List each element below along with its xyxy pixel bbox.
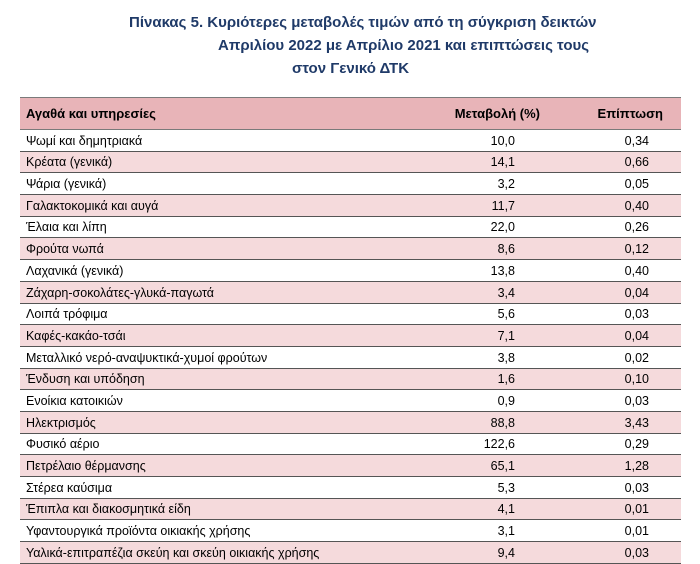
- row-name-cell: Στέρεα καύσιμα: [20, 477, 418, 499]
- row-impact-cell: 0,03: [550, 390, 681, 412]
- row-name-cell: Ψάρια (γενικά): [20, 173, 418, 195]
- row-change-cell: 14,1: [418, 151, 550, 173]
- row-name-cell: Γαλακτοκομικά και αυγά: [20, 195, 418, 217]
- table-row: [20, 542, 681, 564]
- row-impact-cell: 0,12: [550, 238, 681, 260]
- row-change-cell: 3,4: [418, 281, 550, 303]
- header-impact: Επίπτωση: [550, 98, 681, 130]
- row-impact-cell: 1,28: [550, 455, 681, 477]
- row-impact-cell: 0,01: [550, 498, 681, 520]
- price-changes-table: [20, 97, 681, 564]
- row-impact-cell: 0,66: [550, 151, 681, 173]
- row-change-cell: 3,2: [418, 173, 550, 195]
- table-row: [20, 260, 681, 282]
- row-name-cell: Υφαντουργικά προϊόντα οικιακής χρήσης: [20, 520, 418, 542]
- row-impact-cell: 0,04: [550, 281, 681, 303]
- row-impact-cell: 0,26: [550, 216, 681, 238]
- table-row: [20, 303, 681, 325]
- header-goods-services: Αγαθά και υπηρεσίες: [20, 98, 418, 130]
- row-impact-cell: 3,43: [550, 411, 681, 433]
- row-name-cell: Πετρέλαιο θέρμανσης: [20, 455, 418, 477]
- row-name-cell: Φυσικό αέριο: [20, 433, 418, 455]
- row-change-cell: 65,1: [418, 455, 550, 477]
- row-change-cell: 5,3: [418, 477, 550, 499]
- title-line-1: Πίνακας 5. Κυριότερες μεταβολές τιμών από τη σύγκριση δεικτών: [129, 14, 597, 31]
- row-name-cell: Υαλικά-επιτραπέζια σκεύη και σκεύη οικιακής χρήσης: [20, 542, 418, 564]
- table-row: [20, 498, 681, 520]
- row-change-cell: 4,1: [418, 498, 550, 520]
- row-impact-cell: 0,40: [550, 195, 681, 217]
- row-change-cell: 10,0: [418, 130, 550, 152]
- row-name-cell: Καφές-κακάο-τσάι: [20, 325, 418, 347]
- row-change-cell: 5,6: [418, 303, 550, 325]
- row-impact-cell: 0,05: [550, 173, 681, 195]
- table-row: [20, 477, 681, 499]
- table-row: [20, 433, 681, 455]
- row-name-cell: Ζάχαρη-σοκολάτες-γλυκά-παγωτά: [20, 281, 418, 303]
- row-change-cell: 8,6: [418, 238, 550, 260]
- row-name-cell: Ηλεκτρισμός: [20, 411, 418, 433]
- table-row: [20, 520, 681, 542]
- table-row: [20, 130, 681, 152]
- table-header-row: [20, 98, 681, 130]
- row-change-cell: 122,6: [418, 433, 550, 455]
- row-name-cell: Έπιπλα και διακοσμητικά είδη: [20, 498, 418, 520]
- table-row: [20, 173, 681, 195]
- row-impact-cell: 0,01: [550, 520, 681, 542]
- table-row: [20, 455, 681, 477]
- row-change-cell: 13,8: [418, 260, 550, 282]
- table-row: [20, 238, 681, 260]
- table-row: [20, 368, 681, 390]
- row-change-cell: 9,4: [418, 542, 550, 564]
- table-row: [20, 411, 681, 433]
- row-name-cell: Φρούτα νωπά: [20, 238, 418, 260]
- row-impact-cell: 0,04: [550, 325, 681, 347]
- header-change: Μεταβολή (%): [418, 98, 550, 130]
- row-change-cell: 0,9: [418, 390, 550, 412]
- row-impact-cell: 0,10: [550, 368, 681, 390]
- row-impact-cell: 0,40: [550, 260, 681, 282]
- row-name-cell: Λοιπά τρόφιμα: [20, 303, 418, 325]
- row-name-cell: Ψωμί και δημητριακά: [20, 130, 418, 152]
- row-impact-cell: 0,03: [550, 303, 681, 325]
- table-row: [20, 346, 681, 368]
- row-impact-cell: 0,02: [550, 346, 681, 368]
- row-name-cell: Μεταλλικό νερό-αναψυκτικά-χυμοί φρούτων: [20, 346, 418, 368]
- row-change-cell: 3,8: [418, 346, 550, 368]
- row-change-cell: 22,0: [418, 216, 550, 238]
- table-row: [20, 390, 681, 412]
- row-impact-cell: 0,03: [550, 542, 681, 564]
- title-line-3: στον Γενικό ΔΤΚ: [292, 60, 410, 77]
- table-row: [20, 216, 681, 238]
- row-change-cell: 1,6: [418, 368, 550, 390]
- row-change-cell: 11,7: [418, 195, 550, 217]
- row-impact-cell: 0,03: [550, 477, 681, 499]
- table-row: [20, 281, 681, 303]
- row-change-cell: 88,8: [418, 411, 550, 433]
- row-name-cell: Ένδυση και υπόδηση: [20, 368, 418, 390]
- row-name-cell: Έλαια και λίπη: [20, 216, 418, 238]
- row-impact-cell: 0,34: [550, 130, 681, 152]
- table-row: [20, 195, 681, 217]
- row-name-cell: Κρέατα (γενικά): [20, 151, 418, 173]
- table-body: [20, 130, 681, 564]
- row-name-cell: Ενοίκια κατοικιών: [20, 390, 418, 412]
- table-row: [20, 151, 681, 173]
- row-name-cell: Λαχανικά (γενικά): [20, 260, 418, 282]
- row-change-cell: 7,1: [418, 325, 550, 347]
- table-row: [20, 325, 681, 347]
- row-impact-cell: 0,29: [550, 433, 681, 455]
- row-change-cell: 3,1: [418, 520, 550, 542]
- title-line-2: Απριλίου 2022 με Απρίλιο 2021 και επιπτώσεις τους: [218, 37, 590, 54]
